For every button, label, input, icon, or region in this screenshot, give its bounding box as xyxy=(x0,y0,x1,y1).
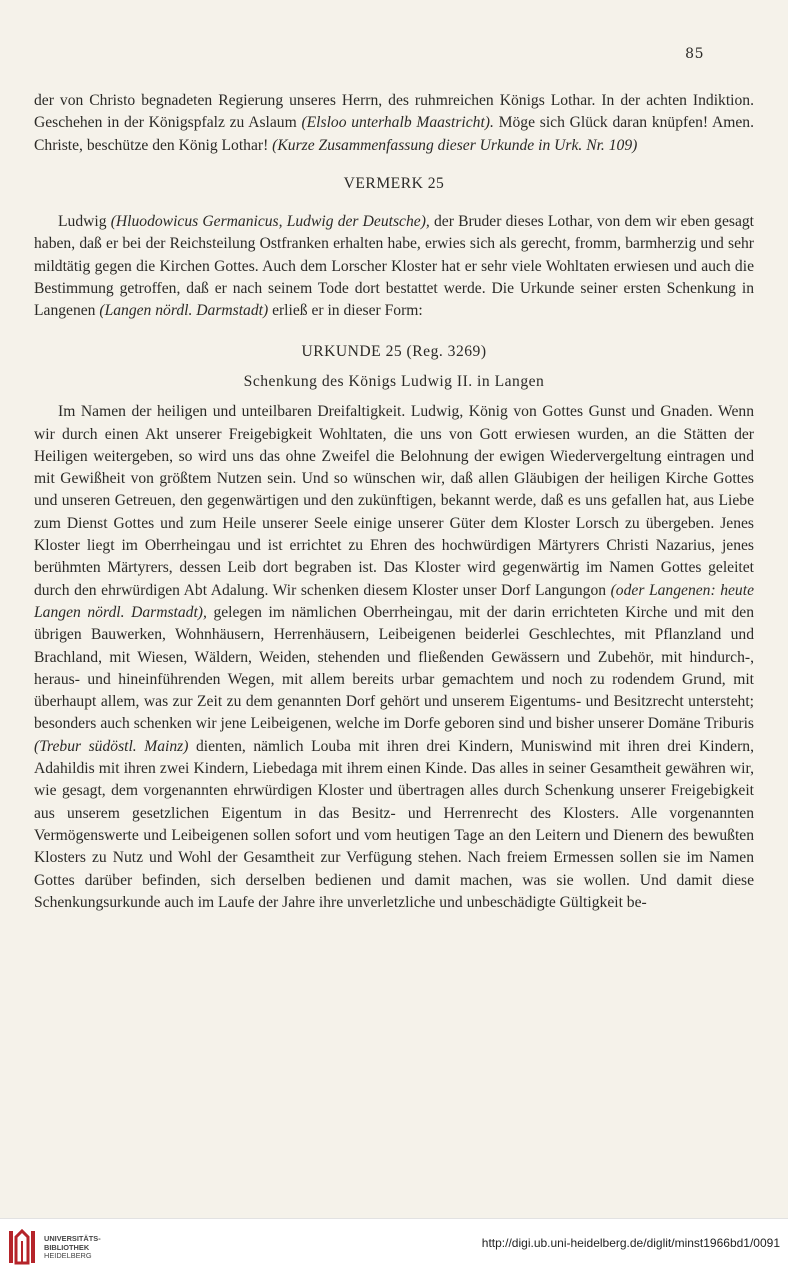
intro-italic-1: (Elsloo unterhalb Maastricht). xyxy=(301,114,494,132)
intro-text-2: Möge sich Glück daran knüpfen! Amen. Christe, beschütze den König Lothar! xyxy=(34,114,754,154)
urkunde-text-1: Im Namen der heiligen und unteilbaren Dreifaltigkeit. Ludwig, König von Gottes Gunst und Gnaden. Wenn wir durch einen Akt unserer Freigebigkeit Wohltaten, die uns von Gott erwiesen wurden, an die Stätten der Heiligen weitergeben, so wird uns das ohne Zweifel die Belohnung der ewigen Wiedervergeltung eintragen und mit Gewißheit von größtem Nutzen sein. Und so wünschen wir, daß allen Gläubigen der heiligen Kirche Gottes und unseren Getreuen, den gegenwärtigen und den zukünftigen, bekannt werde, daß es uns gefallen hat, aus Liebe zum Dienst Gottes und zum Heile unserer Seele einige unserer Güter dem Kloster Lorsch zu übergeben. Jenes Kloster liegt im Oberrheingau und ist errichtet zu Ehren des hochwürdigen Märtyrers Christi Nazarius, jenes berühmten Märtyrers, dessen Leib dort begraben ist. Das Kloster wird gegenwärtig im Namen Gottes geleitet durch den ehrwürdigen Abt Adalung. Wir schenken diesem Kloster unser Dorf Langungon xyxy=(34,403,754,599)
urkunde-text-3: dienten, nämlich Louba mit ihren drei Kindern, Muniswind mit ihren drei Kindern, Adahildis mit ihren zwei Kindern, Liebedaga mit ihrem einen Kinde. Das alles in seiner Gesamtheit gewähren wir, wie gesagt, dem vorgenannten ehrwürdigen Kloster und übertragen alles durch Schenkung unserer Freigebigkeit aus unserem gesetzlichen Eigentum in das Besitz- und Herrenrecht des Klosters. Alle vorgenannten Vermögenswerte und Leibeigenen sollen sofort und vom heutigen Tage an den Leitern und Dienern des bewußten Klosters zu Nutz und Wohl der Gesamtheit zur Verfügung stehen. Nach freiem Ermessen sollen sie im Namen Gottes darüber befinden, sich derselben bedienen und damit machen, was sie wollen. Und damit diese Schenkungsurkunde auch im Laufe der Jahre ihre unverletzliche und unbeschädigte Gültigkeit be- xyxy=(34,737,754,911)
vermerk-italic-1: (Hluodowicus Germanicus, Ludwig der Deutsche), xyxy=(110,213,430,231)
page-text xyxy=(34,90,754,914)
vermerk-paragraph xyxy=(34,211,754,322)
urkunde-heading: URKUNDE 25 (Reg. 3269) xyxy=(301,342,487,360)
vermerk-text-2: der Bruder dieses Lothar, von dem wir eben gesagt haben, daß er bei der Reichsteilung Ostfranken erhalten habe, erwies sich als gerecht, fromm, barmherzig und sehr mildtätig gegen die Kirchen Gottes. Auch dem Lorscher Kloster hat er sehr viele Wohltaten erwiesen und auch die Bestimmung getroffen, daß er nach seinem Tode dort bestattet werde. Die Urkunde seiner ersten Schenkung in Langenen xyxy=(34,213,754,320)
vermerk-text-1: Ludwig xyxy=(58,213,111,231)
intro-paragraph xyxy=(34,90,754,157)
library-name-line-3: HEIDELBERG xyxy=(44,1251,92,1261)
intro-text-1: der von Christo begnadeten Regierung unseres Herrn, des ruhmreichen Königs Lothar. In der achten Indiktion. Geschehen in der Königspfalz zu Aslaum xyxy=(34,92,754,132)
vermerk-text-3: erließ er in dieser Form: xyxy=(268,302,423,320)
page-number: 85 xyxy=(685,46,704,62)
library-name-line-2: BIBLIOTHEK xyxy=(44,1242,90,1252)
heidelberg-logo-icon[interactable] xyxy=(8,1227,38,1267)
urkunde-italic-2: (Trebur südöstl. Mainz) xyxy=(34,737,189,755)
urkunde-subheading: Schenkung des Königs Ludwig II. in Langen xyxy=(243,372,545,390)
urkunde-italic-1: (oder Langenen: heute Langen nördl. Darmstadt), xyxy=(34,581,754,621)
footer-bar xyxy=(0,1218,788,1275)
urkunde-text-2: gelegen im nämlichen Oberrheingau, mit der darin errichteten Kirche und mit den übrigen Bauwerken, Wohnhäusern, Herrenhäusern, Leibeigenen beiderlei Geschlechtes, mit Pflanzland und Brachland, mit Wiesen, Wäldern, Weiden, stehenden und fließenden Gewässern und Zubehör, mit hindurch-, heraus- und hineinführenden Wegen, mit allem bereits urbar gemachtem und noch zu rodendem Grund, mit überhaupt allem, was zur Zeit zu dem genannten Dorf gehört und unserem Eigentums- und Besitzrecht untersteht; besonders auch schenken wir jene Leibeigenen, welche im Dorfe geboren sind und bisher unserer Domäne Triburis xyxy=(34,603,754,733)
vermerk-italic-2: (Langen nördl. Darmstadt) xyxy=(99,302,269,320)
library-name-line-1: UNIVERSITÄTS- xyxy=(44,1234,101,1243)
vermerk-heading: VERMERK 25 xyxy=(343,174,445,192)
library-name[interactable] xyxy=(44,1235,101,1261)
intro-italic-2: (Kurze Zusammenfassung dieser Urkunde in Urk. Nr. 109) xyxy=(272,136,638,154)
urkunde-paragraph xyxy=(34,401,754,914)
source-url-link[interactable]: http://digi.ub.uni-heidelberg.de/diglit/minst1966bd1/0091 xyxy=(481,1236,780,1250)
